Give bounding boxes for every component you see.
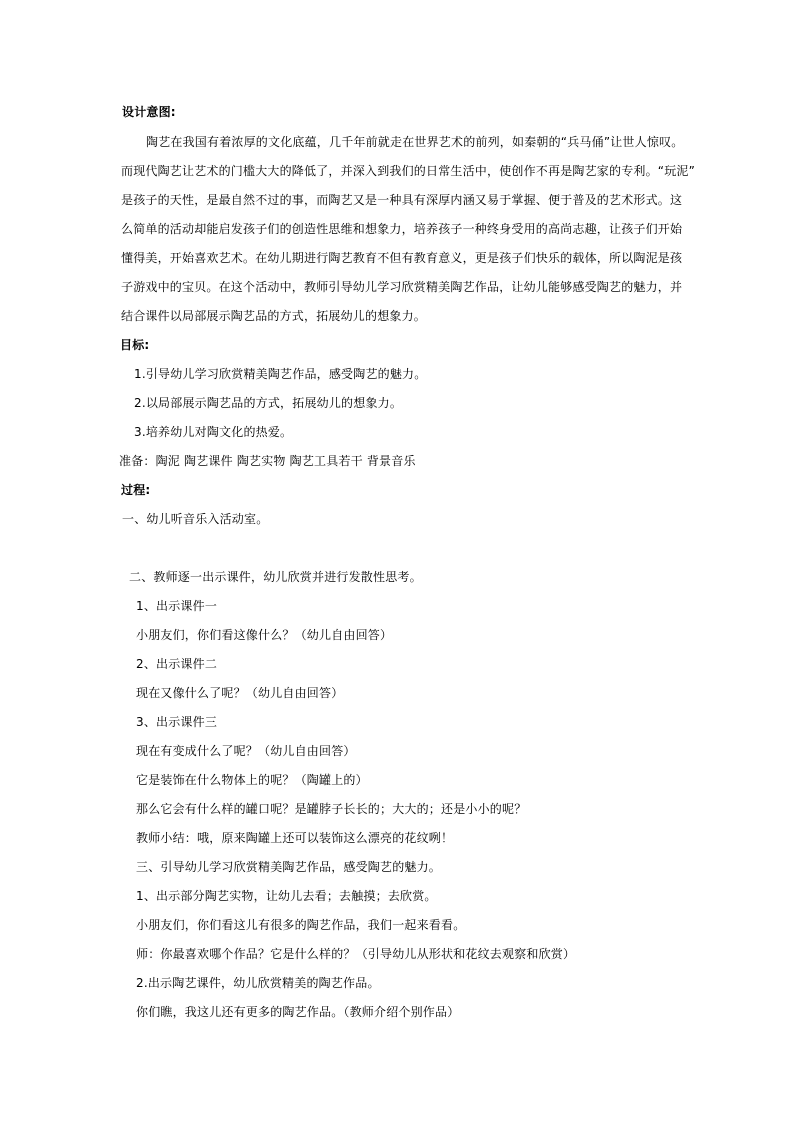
- process-line: 3、出示课件三: [136, 715, 218, 729]
- process-line: 现在又像什么了呢？（幼儿自由回答）: [136, 686, 344, 700]
- design-intent-heading: 设计意图:: [122, 105, 176, 119]
- process-line: 小朋友们，你们看这像什么？（幼儿自由回答）: [136, 628, 393, 642]
- process-line: 一、幼儿听音乐入活动室。: [122, 512, 269, 526]
- goals-heading: 目标:: [120, 338, 150, 352]
- process-line: 2、出示课件二: [136, 657, 218, 671]
- process-line: 2.出示陶艺课件，幼儿欣赏精美的陶艺作品。: [136, 976, 380, 990]
- process-line: 现在有变成什么了呢？（幼儿自由回答）: [136, 744, 356, 758]
- process-line: 小朋友们，你们看这儿有很多的陶艺作品，我们一起来看看。: [136, 918, 466, 932]
- paragraph-line: 结合课件以局部展示陶艺品的方式，拓展幼儿的想象力。: [121, 309, 427, 323]
- process-line: 师：你最喜欢哪个作品？它是什么样的？（引导幼儿从形状和花纹去观察和欣赏）: [136, 947, 576, 961]
- process-line: 1、出示部分陶艺实物，让幼儿去看；去触摸；去欣赏。: [136, 889, 437, 903]
- process-line: 那么它会有什么样的罐口呢？是罐脖子长长的；大大的；还是小小的呢？: [136, 802, 527, 816]
- process-line: 它是装饰在什么物体上的呢？（陶罐上的）: [136, 773, 368, 787]
- preparation-line: 准备：陶泥 陶艺课件 陶艺实物 陶艺工具若干 背景音乐: [119, 454, 416, 468]
- paragraph-line: 子游戏中的宝贝。在这个活动中，教师引导幼儿学习欣赏精美陶艺作品，让幼儿能够感受陶艺的魅力，并: [121, 280, 683, 294]
- goal-item: 1.引导幼儿学习欣赏精美陶艺作品，感受陶艺的魅力。: [134, 367, 427, 381]
- process-line: 你们瞧，我这儿还有更多的陶艺作品。（教师介绍个别作品）: [136, 1005, 460, 1019]
- paragraph-line: 么简单的活动却能启发孩子们的创造性思维和想象力，培养孩子一种终身受用的高尚志趣，让孩子们开始: [121, 222, 683, 236]
- process-line: 二、教师逐一出示课件，幼儿欣赏并进行发散性思考。: [129, 570, 422, 584]
- process-line: 三、引导幼儿学习欣赏精美陶艺作品，感受陶艺的魅力。: [136, 860, 442, 874]
- process-line: 1、出示课件一: [136, 599, 218, 613]
- paragraph-line: 陶艺在我国有着浓厚的文化底蕴，几千年前就走在世界艺术的前列，如秦朝的“兵马俑”让世人惊叹。: [146, 135, 684, 149]
- paragraph-line: 懂得美，开始喜欢艺术。在幼儿期进行陶艺教育不但有教育意义，更是孩子们快乐的载体，所以陶泥是孩: [121, 251, 683, 265]
- process-heading: 过程:: [121, 483, 151, 497]
- goal-item: 2.以局部展示陶艺品的方式，拓展幼儿的想象力。: [134, 396, 403, 410]
- paragraph-line: 是孩子的天性，是最自然不过的事，而陶艺又是一种具有深厚内涵又易于掌握、便于普及的艺术形式。这: [121, 193, 683, 207]
- goal-item: 3.培养幼儿对陶文化的热爱。: [134, 425, 293, 439]
- paragraph-line: 而现代陶艺让艺术的门槛大大的降低了，并深入到我们的日常生活中，使创作不再是陶艺家的专利。“玩泥”: [121, 164, 696, 178]
- process-line: 教师小结：哦，原来陶罐上还可以装饰这么漂亮的花纹咧！: [136, 831, 454, 845]
